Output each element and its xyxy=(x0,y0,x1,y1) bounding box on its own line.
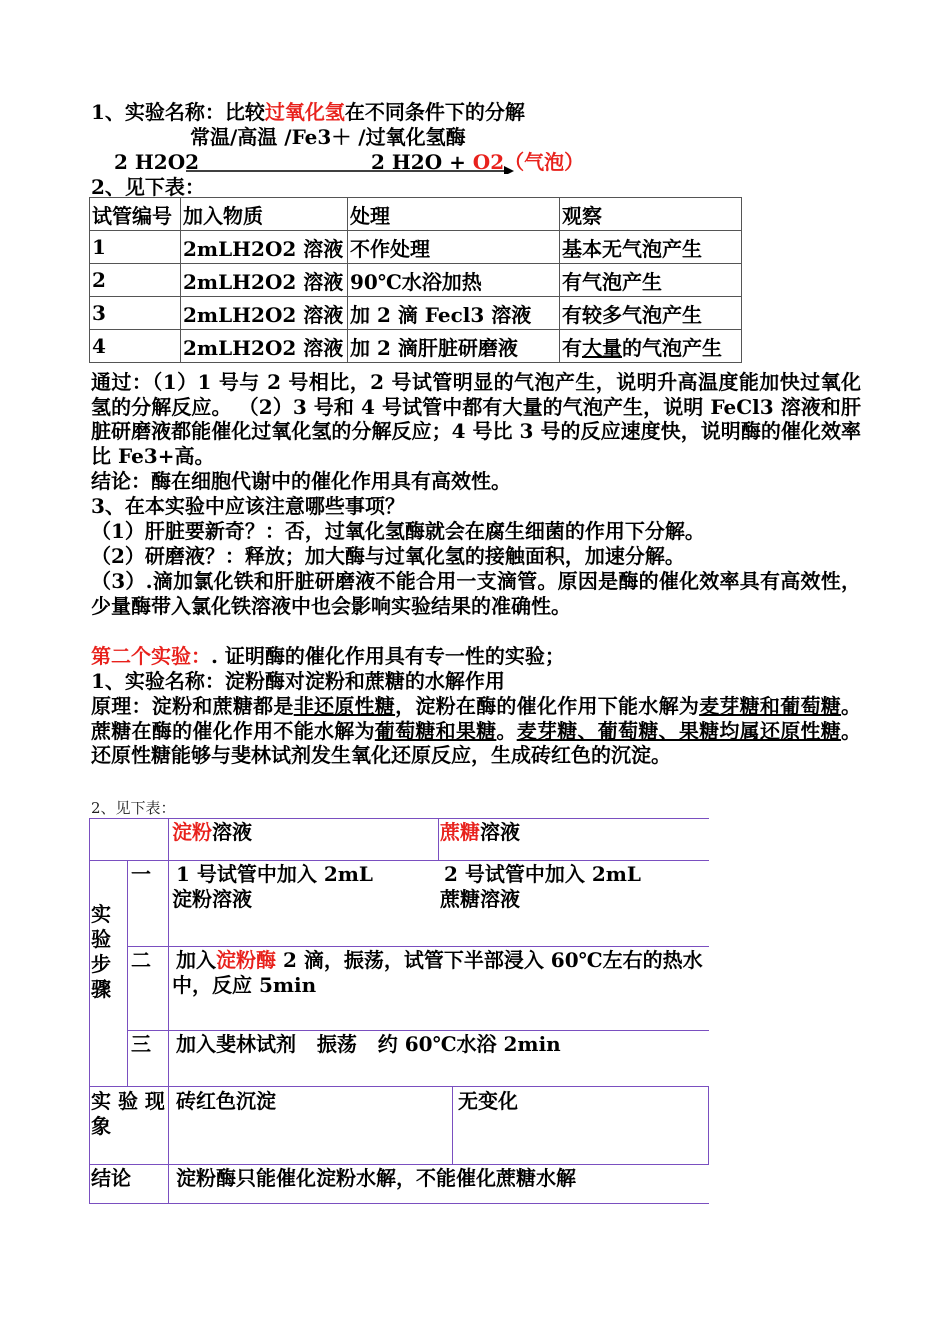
starch-label: 淀粉 xyxy=(172,820,212,844)
table-border xyxy=(89,1164,709,1165)
exp1-notes-title: 3、在本实验中应该注意哪些事项？ xyxy=(91,494,405,518)
table-cell: 1 xyxy=(90,231,181,264)
obs-pre: 有 xyxy=(562,335,582,360)
table-border xyxy=(127,860,128,1086)
product-oxygen: O2（气泡） xyxy=(472,150,585,174)
table-border xyxy=(89,860,709,861)
product-water: 2 H2O + xyxy=(371,150,473,174)
table-border xyxy=(708,1086,709,1164)
table-border xyxy=(127,946,709,947)
amylase-label: 淀粉酶 xyxy=(216,948,276,972)
conclusion-text: 淀粉酶只能催化淀粉水解，不能催化蔗糖水解 xyxy=(176,1166,576,1190)
table-cell: 4 xyxy=(90,330,181,363)
step-1-number: 一 xyxy=(131,862,151,886)
header-cell: 观察 xyxy=(560,198,742,231)
exp2-principle xyxy=(91,694,861,768)
table-border xyxy=(127,1030,709,1031)
table-row xyxy=(90,264,742,297)
table-border xyxy=(452,1086,453,1164)
table-row xyxy=(90,231,742,264)
exp1-note-3: （3）.滴加氯化铁和肝脏研磨液不能合用一支滴管。原因是酶的催化效率具有高效性，少量酶带入氯化铁溶液中也会影响实验结果的准确性。 xyxy=(91,569,861,618)
table-cell: 2mLH2O2 溶液 xyxy=(181,330,348,363)
step-1-starch: 1 号试管中加入 2mL 淀粉溶液 xyxy=(172,862,373,911)
table-cell: 3 xyxy=(90,297,181,330)
exp1-note-2: （2）研磨液？：释放；加大酶与过氧化氢的接触面积，加速分解。 xyxy=(91,544,685,568)
table-cell: 有气泡产生 xyxy=(560,264,742,297)
table-row xyxy=(90,297,742,330)
exp1-table-intro: 2、见下表： xyxy=(91,175,205,199)
table-border xyxy=(89,1203,709,1204)
reaction-conditions: 常温/高温 /Fe3＋ /过氧化氢酶 xyxy=(190,125,466,149)
reaction-products xyxy=(371,150,584,174)
steps-label: 实验步骤 xyxy=(91,902,111,1001)
principle-text: ，淀粉在酶的催化作用下能水解为 xyxy=(395,694,700,718)
table-border xyxy=(89,818,709,819)
solution-label: 溶液 xyxy=(480,820,520,844)
principle-underlined: 葡萄糖和果糖 xyxy=(374,718,497,743)
principle-text: 原理：淀粉和蔗糖都是 xyxy=(91,694,294,718)
step-2-text xyxy=(172,948,710,998)
table-cell: 2mLH2O2 溶液 xyxy=(181,231,348,264)
exp2-heading xyxy=(91,644,565,668)
step-2-pre: 加入 xyxy=(176,948,216,972)
exp2-title: 1、实验名称：淀粉酶对淀粉和蔗糖的水解作用 xyxy=(91,669,505,693)
col-header-sucrose xyxy=(440,820,520,845)
solution-label: 溶液 xyxy=(212,820,252,844)
table-border xyxy=(438,818,439,860)
exp1-title-suffix: 在不同条件下的分解 xyxy=(344,100,525,124)
result-label: 实 验 现象 xyxy=(91,1089,165,1138)
step-3-number: 三 xyxy=(131,1032,151,1056)
table-cell: 加 2 滴肝脏研磨液 xyxy=(348,330,560,363)
exp2-heading-text: . 证明酶的催化作用具有专一性的实验； xyxy=(211,644,565,668)
header-cell: 加入物质 xyxy=(181,198,348,231)
header-cell: 试管编号 xyxy=(90,198,181,231)
table-header-row xyxy=(90,198,742,231)
exp1-conclusion: 结论：酶在细胞代谢中的催化作用具有高效性。 xyxy=(91,469,511,493)
principle-text: 。 xyxy=(496,718,517,743)
result-starch: 砖红色沉淀 xyxy=(176,1089,276,1113)
exp1-title-highlight: 过氧化氢 xyxy=(264,100,345,124)
table-cell: 有较多气泡产生 xyxy=(560,297,742,330)
principle-text: 。蔗糖在酶的催化作用不能水解为 xyxy=(91,694,862,743)
principle-underlined: 非还原性糖 xyxy=(293,694,396,718)
exp1-note-1: （1）肝脏要新奇？：否，过氧化氢酶就会在腐生细菌的作用下分解。 xyxy=(91,519,705,543)
table-cell: 2mLH2O2 溶液 xyxy=(181,297,348,330)
conclusion-label: 结论 xyxy=(91,1166,131,1190)
exp2-heading-label: 第二个实验： xyxy=(91,644,211,668)
step-1-sucrose: 2 号试管中加入 2mL 蔗糖溶液 xyxy=(440,862,641,911)
table-border xyxy=(89,818,90,1204)
sucrose-label: 蔗糖 xyxy=(440,820,480,844)
col-header-starch xyxy=(172,820,252,845)
exp1-analysis: 通过：（1）1 号与 2 号相比，2 号试管明显的气泡产生，说明升高温度能加快过氧化氢的分解反应。 （2）3 号和 4 号试管中都有大量的气泡产生，说明 FeCl3 溶液和肝脏研磨液都能催化过氧化氢的分解反应；4 号比 3 号的反应速度快，说明酶的催化效率比 Fe3+高。 xyxy=(91,370,861,468)
table-cell: 加 2 滴 Fecl3 溶液 xyxy=(348,297,560,330)
exp2-table-intro: 2、见下表： xyxy=(91,799,176,817)
table-cell-observation xyxy=(560,330,742,363)
table-cell: 不作处理 xyxy=(348,231,560,264)
step-3-text: 加入斐林试剂 振荡 约 60℃水浴 2min xyxy=(176,1032,561,1056)
table-cell: 2 xyxy=(90,264,181,297)
exp1-table xyxy=(89,197,742,363)
table-border xyxy=(89,1086,709,1087)
table-cell: 90℃水浴加热 xyxy=(348,264,560,297)
table-cell: 基本无气泡产生 xyxy=(560,231,742,264)
table-row xyxy=(90,330,742,363)
table-border xyxy=(168,818,169,1204)
table-cell: 2mLH2O2 溶液 xyxy=(181,264,348,297)
reaction-reactant: 2 H2O2 xyxy=(114,150,200,174)
exp1-title-prefix: 1、实验名称：比较 xyxy=(91,100,265,124)
principle-underlined: 麦芽糖和葡萄糖 xyxy=(699,694,842,718)
principle-text: 。还原性糖能够与斐林试剂发生氧化还原反应，生成砖红色的沉淀。 xyxy=(91,718,862,767)
obs-post: 的气泡产生 xyxy=(622,335,722,360)
header-cell: 处理 xyxy=(348,198,560,231)
obs-underlined: 大量 xyxy=(582,335,622,360)
step-2-number: 二 xyxy=(131,948,151,972)
principle-underlined: 麦芽糖、葡萄糖、果糖均属还原性糖 xyxy=(516,718,842,743)
step-2-post: 2 滴，振荡，试管下半部浸入 60℃左右的热水中，反应 5min xyxy=(172,948,703,997)
result-sucrose: 无变化 xyxy=(458,1089,518,1113)
exp1-title xyxy=(91,100,525,124)
